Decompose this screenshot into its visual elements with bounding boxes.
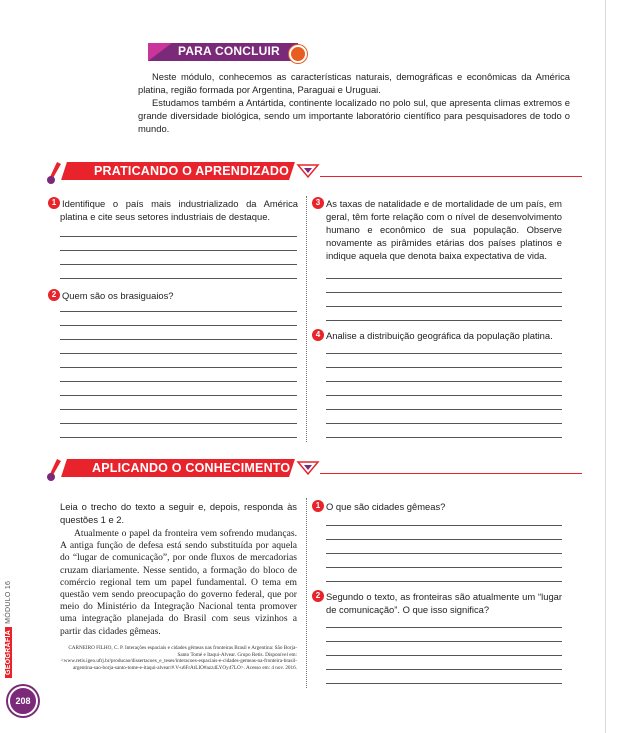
answer-line[interactable] (60, 278, 297, 279)
column-separator (306, 196, 307, 442)
practice-question-1-text: Identifique o país mais industrializado da América platina e cite seus setores industriais de destaque. (60, 198, 298, 222)
answer-line[interactable] (326, 553, 562, 554)
answer-line[interactable] (326, 292, 562, 293)
practice-question-4 (315, 329, 562, 342)
apply-question-2-text: Segundo o texto, as fronteiras são atualmente um “lugar de comunicação”. O que isso significa? (326, 591, 562, 615)
para-concluir-triangle-icon (148, 43, 172, 61)
column-separator (306, 498, 307, 688)
practice-question-3 (315, 197, 562, 262)
practice-question-3-text: As taxas de natalidade e de mortalidade de um país, em geral, têm forte relação com o nível de desenvolvimento humano e econômico de sua população. Observe novamente as pirâmides etárias dos países platinos e indique aquela que denota baixa expectativa de vida. (326, 198, 562, 261)
conclude-paragraph-2: Estudamos também a Antártida, continente localizado no polo sul, que apresenta climas extremos e grande diversidade biológica, sendo um importante laboratório científico para pesquisadores de todo o mundo. (138, 97, 570, 134)
reading-instruction: Leia o trecho do texto a seguir e, depois, responda às questões 1 e 2. (60, 501, 297, 525)
answer-line[interactable] (60, 311, 297, 312)
excerpt-source: CARNEIRO FILHO, C. P. Interações espaciais e cidades gêmeas nas fronteiras Brasil e Argentina: São Borja-Santo Tomé e Itaqui-Alvear. Grupo Retis. Disponível em: <www.retis.igeo.ufrj.br/producao/dissertacoes_e_teses/interacoes-espaciais-e-cidades-gemeas-na-fronteira-brasil-argentina-sao-borja-santo-tome-e-itaqui-alvear/#.V-u6FrAtLIO#azz4LYOy47LO>. Acesso em: 4 nov. 2016. (60, 645, 297, 671)
pencil-icon (46, 162, 62, 186)
question-number-badge: 1 (312, 500, 324, 512)
answer-line[interactable] (60, 381, 297, 382)
question-number-badge: 3 (312, 197, 324, 209)
answer-line[interactable] (326, 353, 562, 354)
practice-question-2 (51, 289, 298, 302)
answer-line[interactable] (326, 320, 562, 321)
answer-line[interactable] (60, 395, 297, 396)
answer-line[interactable] (60, 236, 297, 237)
answer-line[interactable] (326, 683, 562, 684)
answer-line[interactable] (326, 409, 562, 410)
answer-line[interactable] (326, 539, 562, 540)
banner-arrow-icon (296, 163, 320, 179)
answer-line[interactable] (60, 264, 297, 265)
answer-line[interactable] (326, 381, 562, 382)
subject-label: GEOGRAFIA (5, 627, 12, 678)
question-number-badge: 1 (48, 197, 60, 209)
answer-line[interactable] (60, 325, 297, 326)
apply-question-2 (315, 590, 562, 616)
answer-line[interactable] (60, 409, 297, 410)
side-label (5, 580, 15, 678)
answer-line[interactable] (326, 567, 562, 568)
praticando-rule (320, 176, 582, 177)
reading-excerpt: Atualmente o papel da fronteira vem sofrendo mudanças. A antiga função de defesa está sendo substituída por aquela do “lugar de comunicação”, por onde fluxos de mercadorias cruzam diariamente. Nesse sentido, a formação do bloco de comércio regional tem um papel fundamental. O tema em questão vem sendo preocupação do governo federal, que por meio do Ministério da Integração Nacional tenta promover uma integração planejada do Brasil com seus vizinhos a partir das cidades gêmeas. (60, 528, 297, 637)
apply-question-1 (315, 500, 562, 513)
answer-line[interactable] (326, 395, 562, 396)
answer-line[interactable] (60, 339, 297, 340)
answer-line[interactable] (326, 306, 562, 307)
page-number: 208 (8, 686, 38, 716)
aplicando-title: APLICANDO O CONHECIMENTO (92, 461, 291, 475)
answer-line[interactable] (326, 669, 562, 670)
answer-line[interactable] (326, 278, 562, 279)
answer-line[interactable] (60, 367, 297, 368)
answer-line[interactable] (326, 641, 562, 642)
answer-line[interactable] (326, 423, 562, 424)
answer-line[interactable] (60, 437, 297, 438)
answer-line[interactable] (60, 353, 297, 354)
module-label: MÓDULO 16 (5, 580, 12, 624)
answer-line[interactable] (326, 655, 562, 656)
banner-arrow-icon (296, 460, 320, 476)
side-label-text (5, 581, 12, 678)
answer-line[interactable] (326, 367, 562, 368)
question-number-badge: 2 (312, 590, 324, 602)
page-edge-rule (605, 0, 606, 733)
answer-line[interactable] (60, 423, 297, 424)
apply-question-1-text: O que são cidades gêmeas? (326, 501, 446, 512)
answer-line[interactable] (326, 437, 562, 438)
practice-question-1 (51, 197, 298, 223)
answer-line[interactable] (326, 581, 562, 582)
praticando-title: PRATICANDO O APRENDIZADO (94, 164, 290, 178)
para-concluir-circle-icon (289, 45, 307, 63)
practice-question-4-text: Analise a distribuição geográfica da população platina. (326, 330, 553, 341)
question-number-badge: 2 (48, 289, 60, 301)
pencil-icon (46, 459, 62, 483)
practice-question-2-text: Quem são os brasiguaios? (62, 290, 174, 301)
answer-line[interactable] (60, 250, 297, 251)
conclude-paragraph-1: Neste módulo, conhecemos as características naturais, demográficas e econômicas da América platina, região formada por Argentina, Paraguai e Uruguai. (138, 71, 570, 95)
answer-line[interactable] (326, 525, 562, 526)
question-number-badge: 4 (312, 329, 324, 341)
aplicando-rule (320, 473, 582, 474)
answer-line[interactable] (326, 627, 562, 628)
para-concluir-title: PARA CONCLUIR (178, 44, 280, 58)
